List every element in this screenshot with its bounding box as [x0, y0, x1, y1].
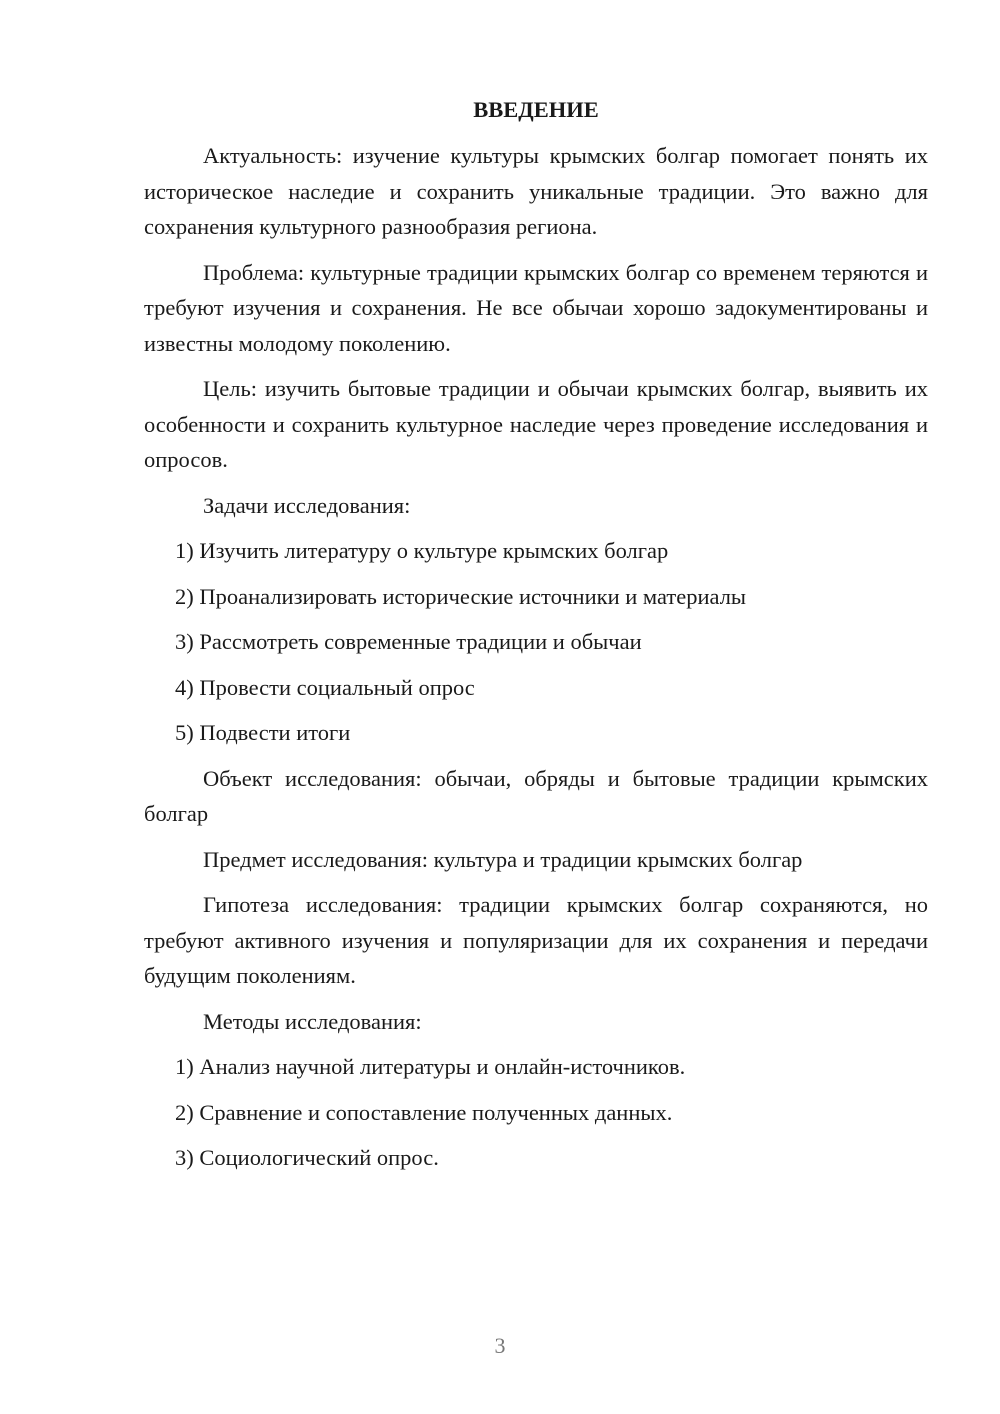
list-item: 3) Рассмотреть современные традиции и обычаи	[175, 629, 642, 654]
page-content	[144, 94, 928, 1186]
list-item: 1) Изучить литературу о культуре крымских болгар	[175, 538, 669, 563]
paragraph-goal: Цель: изучить бытовые традиции и обычаи крымских болгар, выявить их особенности и сохранить культурное наследие через проведение исследования и опросов.	[144, 376, 928, 472]
paragraph-subject: Предмет исследования: культура и традиции крымских болгар	[203, 846, 803, 872]
list-item: 5) Подвести итоги	[175, 720, 351, 745]
paragraph-relevance: Актуальность: изучение культуры крымских болгар помогает понять их историческое наследие и сохранить уникальные традиции. Это важно для сохранения культурного разнообразия региона.	[144, 143, 928, 239]
tasks-list	[144, 533, 928, 751]
paragraph-hypothesis: Гипотеза исследования: традиции крымских болгар сохраняются, но требуют активного изучения и популяризации для их сохранения и передачи будущим поколениям.	[144, 892, 928, 988]
list-item: 3) Социологический опрос.	[175, 1145, 439, 1170]
list-item: 1) Анализ научной литературы и онлайн-источников.	[175, 1054, 686, 1079]
list-item: 2) Сравнение и сопоставление полученных данных.	[175, 1099, 673, 1125]
list-item: 4) Провести социальный опрос	[175, 674, 475, 700]
list-item: 2) Проанализировать исторические источники и материалы	[175, 583, 747, 609]
methods-heading: Методы исследования:	[203, 1008, 422, 1034]
page-title: ВВЕДЕНИЕ	[473, 97, 599, 122]
paragraph-object: Объект исследования: обычаи, обряды и бытовые традиции крымских болгар	[144, 765, 928, 826]
methods-list	[144, 1049, 928, 1176]
page-number: 3	[494, 1333, 506, 1358]
tasks-heading: Задачи исследования:	[203, 492, 411, 518]
paragraph-problem: Проблема: культурные традиции крымских болгар со временем теряются и требуют изучения и сохранения. Не все обычаи хорошо задокументированы и известны молодому поколению.	[144, 259, 928, 356]
